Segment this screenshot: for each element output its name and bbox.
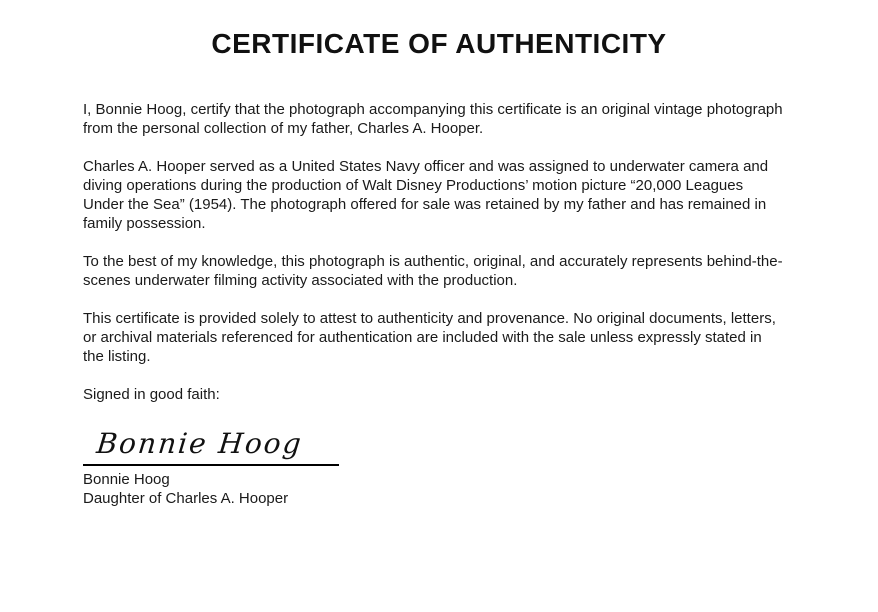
authenticity-statement-paragraph: To the best of my knowledge, this photograph is authentic, original, and accurately represents behind-the-scenes underwater filming activity associated with the production.	[83, 253, 783, 289]
signature-line	[83, 464, 339, 466]
disclaimer-paragraph: This certificate is provided solely to attest to authenticity and provenance. No original documents, letters, or archival materials referenced for authentication are included with the sale unless expressly stated in the listing.	[83, 310, 776, 365]
handwritten-signature: Bonnie Hoog	[95, 427, 305, 460]
provenance-paragraph: Charles A. Hooper served as a United States Navy officer and was assigned to underwater camera and diving operations during the production of Walt Disney Productions’ motion picture “20,000 Leagues Under the Sea” (1954). The photograph offered for sale was retained by my father and has remained in family possession.	[83, 158, 769, 232]
certificate-title: CERTIFICATE OF AUTHENTICITY	[211, 28, 667, 59]
intro-paragraph: I, Bonnie Hoog, certify that the photograph accompanying this certificate is an original vintage photograph from the personal collection of my father, Charles A. Hooper.	[83, 101, 783, 137]
signature-block	[83, 428, 783, 508]
closing-line: Signed in good faith:	[83, 386, 220, 403]
printed-signer-name: Bonnie Hoog	[83, 471, 170, 488]
signer-relationship: Daughter of Charles A. Hooper	[83, 489, 289, 507]
certificate-body	[83, 100, 783, 508]
